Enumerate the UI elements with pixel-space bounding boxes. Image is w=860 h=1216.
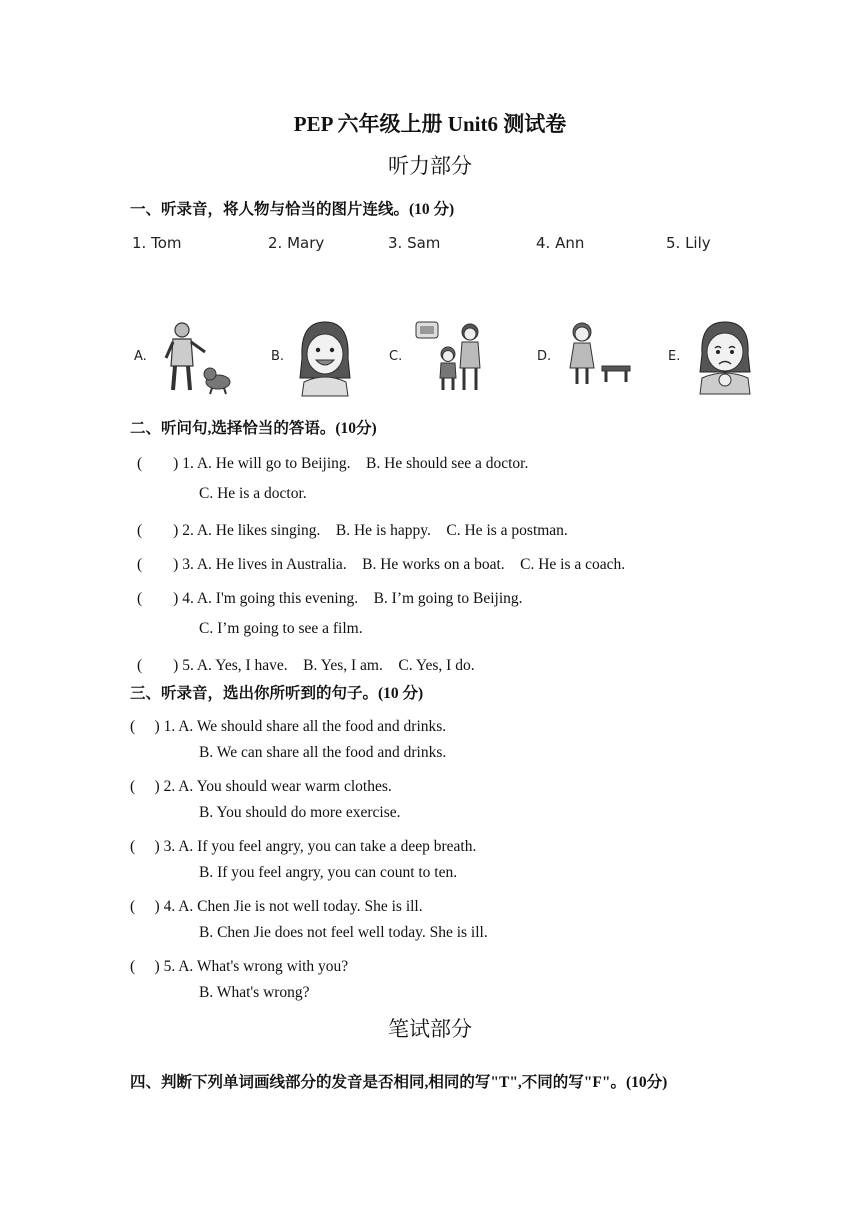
s2-q4-options: ( ) 4. A. I'm going this evening. B. I’m going to Beijing.	[137, 590, 523, 607]
section2-heading: 二、听问句,选择恰当的答语。(10分)	[130, 420, 377, 437]
picture-c-children-with-sign	[412, 318, 492, 394]
page-title: PEP 六年级上册 Unit6 测试卷	[293, 112, 567, 136]
picture-e-sad-girl	[696, 320, 754, 396]
s3-q5-option-a: ( ) 5. A. What's wrong with you?	[130, 958, 349, 975]
s2-q2-options: ( ) 2. A. He likes singing. B. He is happy. C. He is a postman.	[137, 522, 568, 539]
picture-b-smiling-girl	[296, 318, 354, 398]
s3-q3-option-a: ( ) 3. A. If you feel angry, you can take a deep breath.	[130, 838, 477, 855]
s3-q4-option-b: B. Chen Jie does not feel well today. She is ill.	[199, 924, 488, 941]
s2-q5-options: ( ) 5. A. Yes, I have. B. Yes, I am. C. Yes, I do.	[137, 657, 475, 674]
picture-a-man-with-dog	[160, 320, 240, 396]
s3-q2-option-b: B. You should do more exercise.	[199, 804, 401, 821]
s3-q3-option-b: B. If you feel angry, you can count to ten.	[199, 864, 458, 881]
s3-q4-option-a: ( ) 4. A. Chen Jie is not well today. She is ill.	[130, 898, 423, 915]
section4-heading: 四、判断下列单词画线部分的发音是否相同,相同的写"T",不同的写"F"。(10分)	[130, 1074, 668, 1091]
picture-label-a: A.	[134, 349, 147, 364]
name-lily: 5. Lily	[666, 234, 711, 252]
s3-q5-option-b: B. What's wrong?	[199, 984, 310, 1001]
s2-q3-options: ( ) 3. A. He lives in Australia. B. He works on a boat. C. He is a coach.	[137, 556, 626, 573]
section1-heading: 一、听录音，将人物与恰当的图片连线。(10 分)	[130, 201, 455, 218]
name-tom: 1. Tom	[132, 234, 182, 252]
picture-label-d: D.	[537, 349, 552, 364]
name-ann: 4. Ann	[536, 234, 585, 252]
s2-q1-option-c: C. He is a doctor.	[199, 485, 307, 502]
picture-label-b: B.	[271, 349, 285, 364]
name-mary: 2. Mary	[268, 234, 325, 252]
picture-label-c: C.	[389, 349, 403, 364]
listening-header: 听力部分	[388, 154, 472, 178]
s2-q4-option-c: C. I’m going to see a film.	[199, 620, 363, 637]
picture-d-girl-with-bench	[566, 320, 636, 388]
section3-heading: 三、听录音，选出你所听到的句子。(10 分)	[130, 685, 424, 702]
s3-q1-option-a: ( ) 1. A. We should share all the food and drinks.	[130, 718, 447, 735]
name-sam: 3. Sam	[388, 234, 441, 252]
writing-header: 笔试部分	[388, 1017, 472, 1041]
s3-q2-option-a: ( ) 2. A. You should wear warm clothes.	[130, 778, 392, 795]
picture-label-e: E.	[668, 349, 681, 364]
s2-q1-options: ( ) 1. A. He will go to Beijing. B. He should see a doctor.	[137, 455, 529, 472]
s3-q1-option-b: B. We can share all the food and drinks.	[199, 744, 447, 761]
